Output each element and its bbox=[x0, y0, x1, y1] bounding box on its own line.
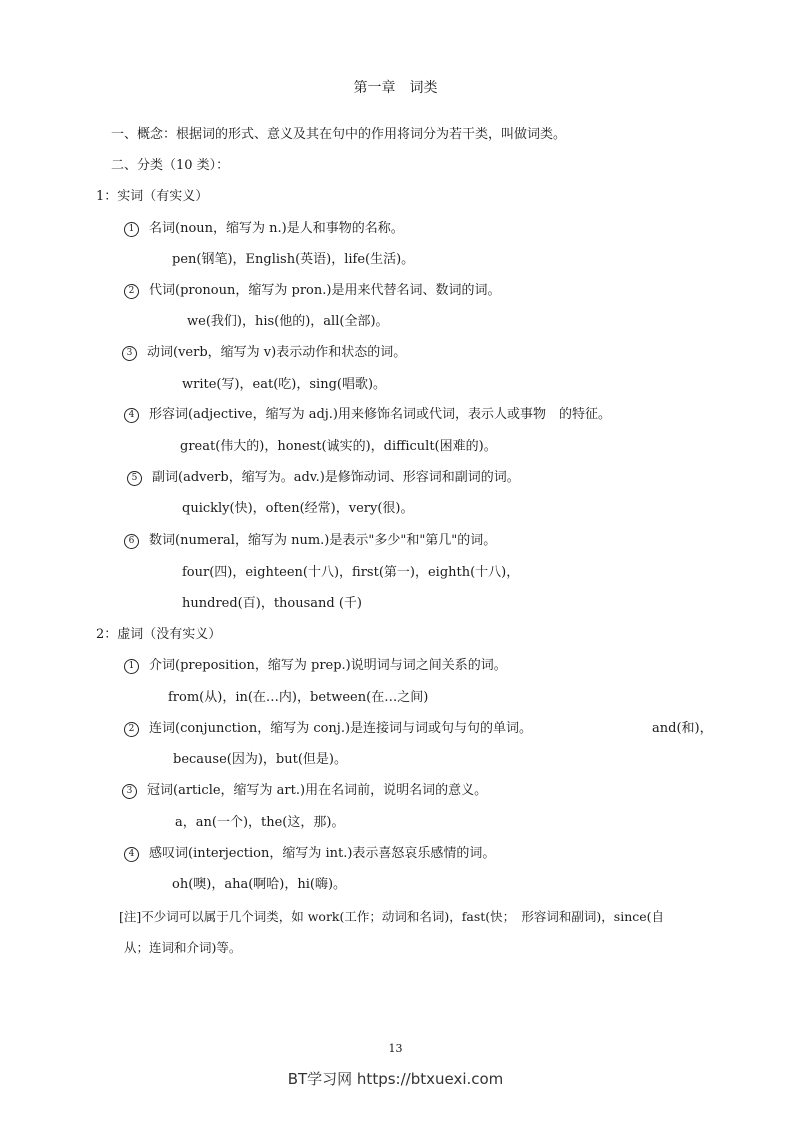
circled-number: 4 bbox=[124, 847, 139, 862]
example-line: great(伟大的)，honest(诚实的)，difficult(困难的)。 bbox=[180, 439, 497, 454]
section1-heading: 1：实词（有实义） bbox=[96, 189, 209, 204]
item-text: 名词(noun，缩写为 n.)是人和事物的名称。 bbox=[149, 221, 404, 236]
item-text: 冠词(article，缩写为 art.)用在名词前，说明名词的意义。 bbox=[147, 783, 488, 798]
circled-number: 5 bbox=[127, 471, 142, 486]
example-line: hundred(百)，thousand (千) bbox=[182, 596, 363, 611]
circled-number: 3 bbox=[122, 784, 137, 799]
example-line: a，an(一个)，the(这，那)。 bbox=[175, 815, 345, 830]
list-item bbox=[122, 344, 406, 362]
note-line: 从；连词和介词)等。 bbox=[124, 940, 242, 955]
list-item bbox=[124, 845, 495, 863]
example-line: write(写)，eat(吃)，sing(唱歌)。 bbox=[182, 377, 387, 392]
item-text: 副词(adverb，缩写为。adv.)是修饰动词、形容词和副词的词。 bbox=[152, 470, 520, 485]
list-item bbox=[124, 220, 404, 238]
example-line: we(我们)，his(他的)，all(全部)。 bbox=[187, 314, 389, 329]
section2-heading: 2：虚词（没有实义） bbox=[96, 627, 222, 642]
example-line: oh(噢)，aha(啊哈)，hi(嗨)。 bbox=[172, 877, 347, 892]
footer-watermark: BT学习网 https://btxuexi.com bbox=[287, 1070, 504, 1088]
example-line: four(四)，eighteen(十八)，first(第一)，eighth(十八)， bbox=[182, 565, 520, 580]
list-item bbox=[124, 282, 500, 300]
example-line: quickly(快)，often(经常)，very(很)。 bbox=[182, 501, 414, 516]
item-text: 动词(verb，缩写为 v)表示动作和状态的词。 bbox=[147, 345, 407, 360]
note-line: [注]不少词可以属于几个词类，如 work(工作；动词和名词)，fast(快； 形容词和副词)，since(自 bbox=[119, 909, 665, 924]
item-text: 代词(pronoun，缩写为 pron.)是用来代替名词、数词的词。 bbox=[149, 283, 501, 298]
example-line: because(因为)，but(但是)。 bbox=[173, 752, 347, 767]
list-item bbox=[124, 532, 496, 550]
example-trailing: and(和)， bbox=[652, 721, 713, 736]
list-item bbox=[124, 720, 532, 738]
list-item bbox=[124, 406, 611, 424]
example-line: from(从)，in(在…内)，between(在…之间) bbox=[168, 690, 429, 705]
circled-number: 2 bbox=[124, 722, 139, 737]
item-text: 形容词(adjective，缩写为 adj.)用来修饰名词或代词，表示人或事物 的特征。 bbox=[149, 407, 612, 422]
page-number: 13 bbox=[388, 1042, 403, 1055]
circled-number: 6 bbox=[124, 534, 139, 549]
list-item bbox=[122, 782, 487, 800]
list-item bbox=[124, 657, 507, 675]
circled-number: 1 bbox=[124, 659, 139, 674]
item-text: 数词(numeral，缩写为 num.)是表示"多少"和"第几"的词。 bbox=[149, 533, 497, 548]
classification-heading: 二、分类（10 类）： bbox=[111, 158, 230, 173]
item-text: 感叹词(interjection，缩写为 int.)表示喜怒哀乐感情的词。 bbox=[149, 846, 496, 861]
chapter-title: 第一章 词类 bbox=[353, 80, 438, 96]
circled-number: 2 bbox=[124, 284, 139, 299]
concept-paragraph: 一、概念：根据词的形式、意义及其在句中的作用将词分为若干类，叫做词类。 bbox=[111, 127, 567, 142]
circled-number: 3 bbox=[122, 346, 137, 361]
circled-number: 4 bbox=[124, 408, 139, 423]
example-line: pen(钢笔)，English(英语)，life(生活)。 bbox=[172, 252, 415, 267]
item-text: 介词(preposition，缩写为 prep.)说明词与词之间关系的词。 bbox=[149, 658, 507, 673]
item-text: 连词(conjunction，缩写为 conj.)是连接词与词或句与句的单词。 bbox=[149, 721, 533, 736]
circled-number: 1 bbox=[124, 222, 139, 237]
list-item bbox=[127, 469, 520, 487]
